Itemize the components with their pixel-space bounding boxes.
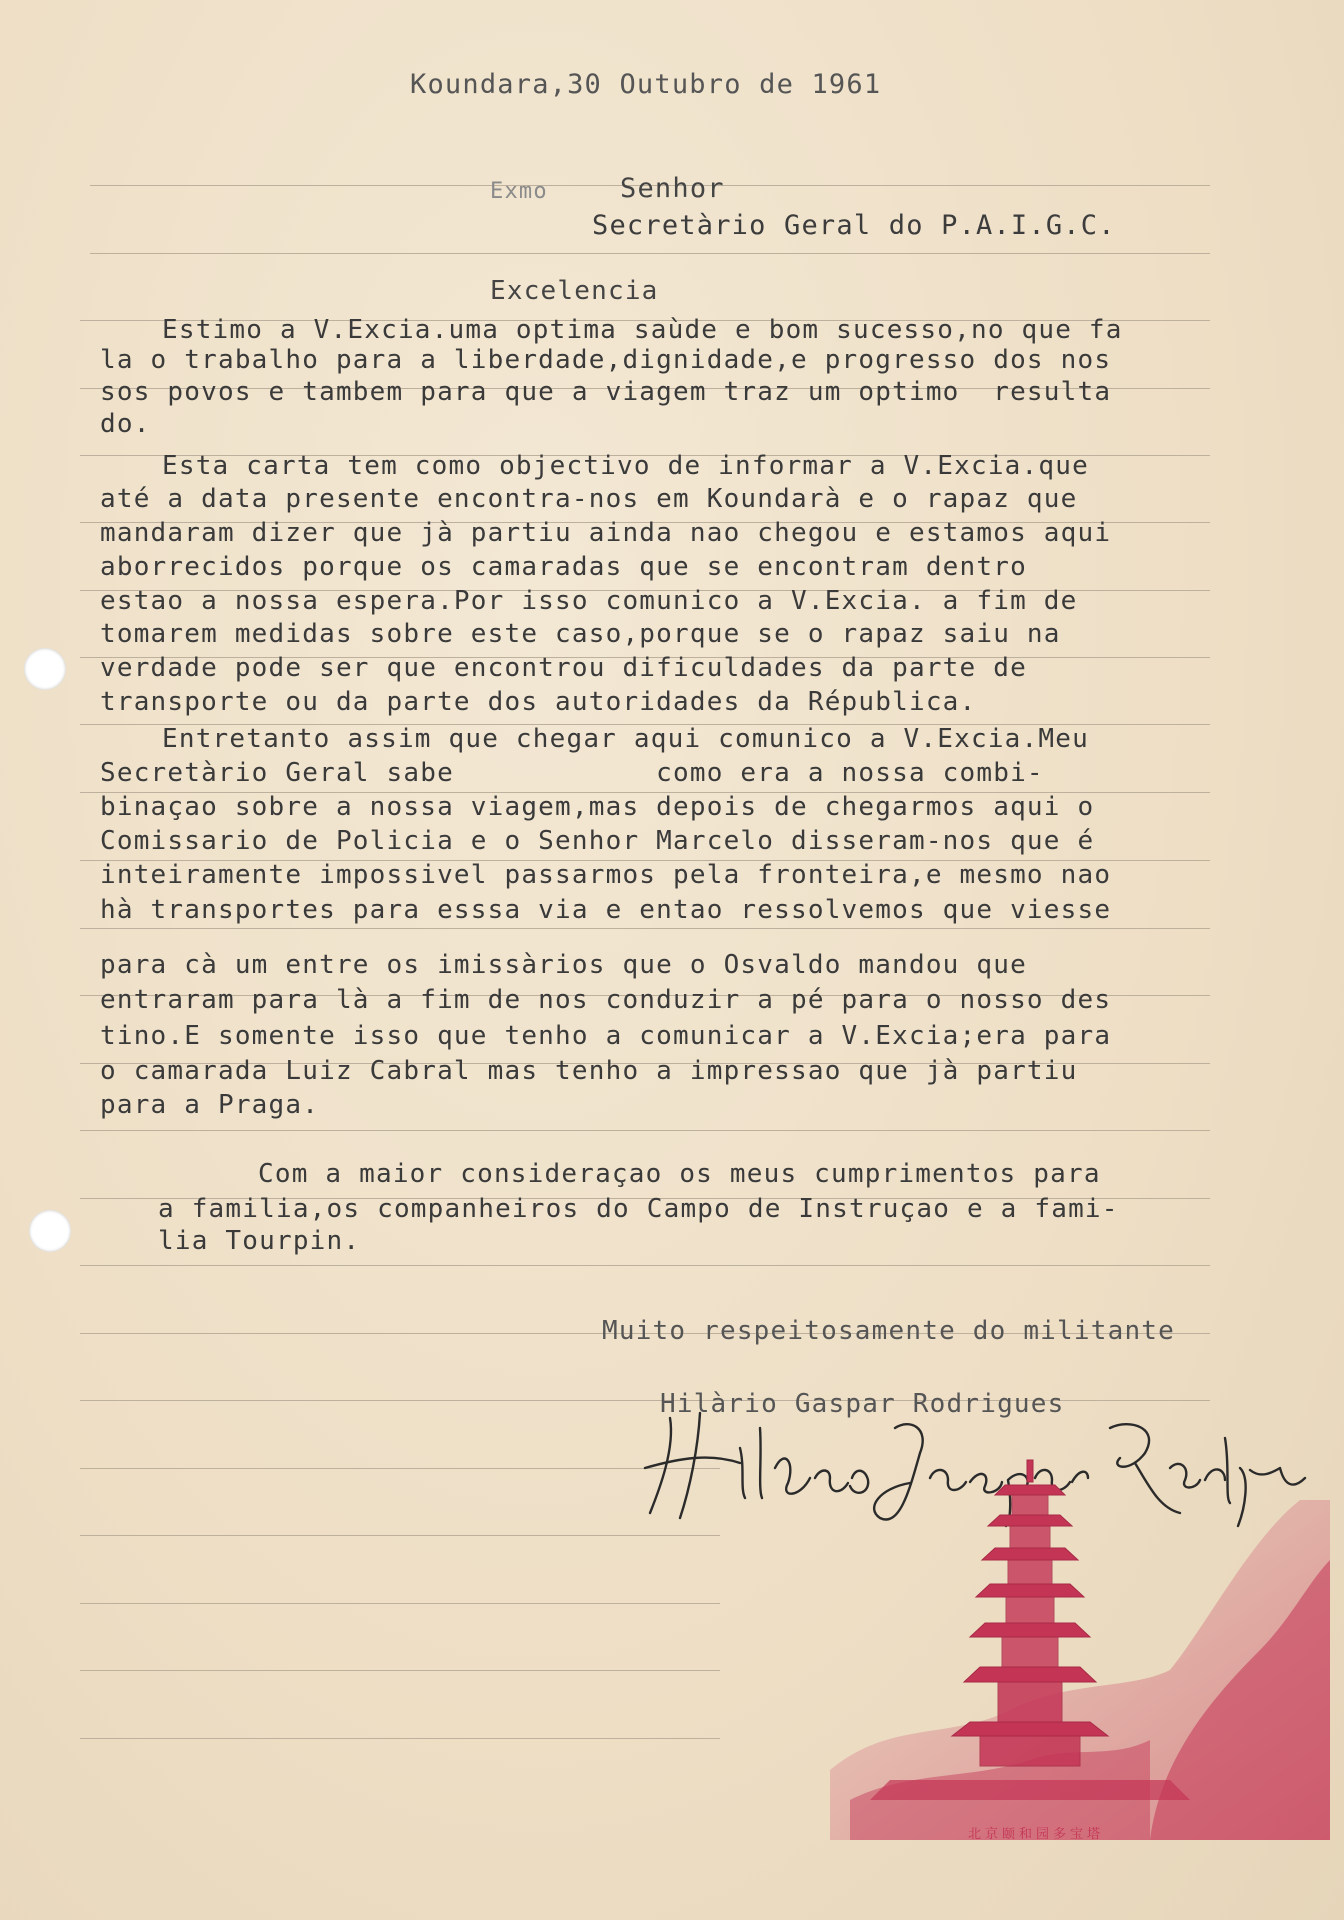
punch-hole-bottom [29,1210,71,1252]
body-line: estao a nossa espera.Por isso comunico a V.Excia. a fim de [100,586,1078,616]
body-line: verdade pode ser que encontrou dificuldades da parte de [100,653,1027,683]
letter-date: Koundara,30 Outubro de 1961 [410,69,882,100]
body-line: mandaram dizer que jà partiu ainda nao chegou e estamos aqui [100,518,1112,548]
punch-hole-top [24,648,66,690]
body-line: Com a maior consideraçao os meus cumprimentos para [258,1159,1101,1189]
body-line: hà transportes para esssa via e entao ressolvemos que viesse [100,895,1112,925]
letterhead-caption: 北京颐和园多宝塔 [968,1827,1105,1842]
address-secretary: Secretàrio Geral do P.A.I.G.C. [592,210,1116,241]
body-line: transporte ou da parte dos autoridades da Républica. [100,687,977,717]
body-line: para a Praga. [100,1090,320,1120]
body-line: a familia,os companheiros do Campo de Instruçao e a fami- [158,1194,1119,1224]
address-senhor: Senhor [620,173,725,204]
body-line: para cà um entre os imissàrios que o Osvaldo mandou que [100,950,1027,980]
address-exmo: Exmo [490,179,548,204]
body-line: Esta carta tem como objectivo de informar a V.Excia.que [162,451,1089,481]
typed-name: Hilàrio Gaspar Rodrigues [660,1389,1065,1419]
body-line: Comissario de Policia e o Senhor Marcelo disseram-nos que é [100,826,1095,856]
body-line: sos povos e tambem para que a viagem traz um optimo resulta [100,377,1112,407]
body-line: entraram para là a fim de nos conduzir a pé para o nosso des [100,985,1112,1015]
body-line: Estimo a V.Excia.uma optima saùde e bom sucesso,no que fa [162,315,1123,345]
body-line: do. [100,409,151,439]
body-line: Entretanto assim que chegar aqui comunico a V.Excia.Meu [162,724,1089,754]
body-line: binaçao sobre a nossa viagem,mas depois de chegarmos aqui o [100,792,1095,822]
pagoda-letterhead-illustration [830,1440,1330,1840]
body-line: o camarada Luiz Cabral mas tenho a impressao que jà partiu [100,1056,1078,1086]
body-line: tino.E somente isso que tenho a comunicar a V.Excia;era para [100,1021,1112,1051]
body-line: lia Tourpin. [158,1226,361,1256]
body-line: até a data presente encontra-nos em Koundarà e o rapaz que [100,484,1078,514]
body-line: tomarem medidas sobre este caso,porque se o rapaz saiu na [100,619,1061,649]
closing: Muito respeitosamente do militante [602,1316,1176,1346]
body-line: la o trabalho para a liberdade,dignidade,e progresso dos nos [100,345,1112,375]
greeting: Excelencia [490,276,659,306]
body-line: Secretàrio Geral sabe como era a nossa combi- [100,758,1044,788]
body-line: inteiramente impossivel passarmos pela fronteira,e mesmo nao [100,860,1112,890]
body-line: aborrecidos porque os camaradas que se encontram dentro [100,552,1027,582]
